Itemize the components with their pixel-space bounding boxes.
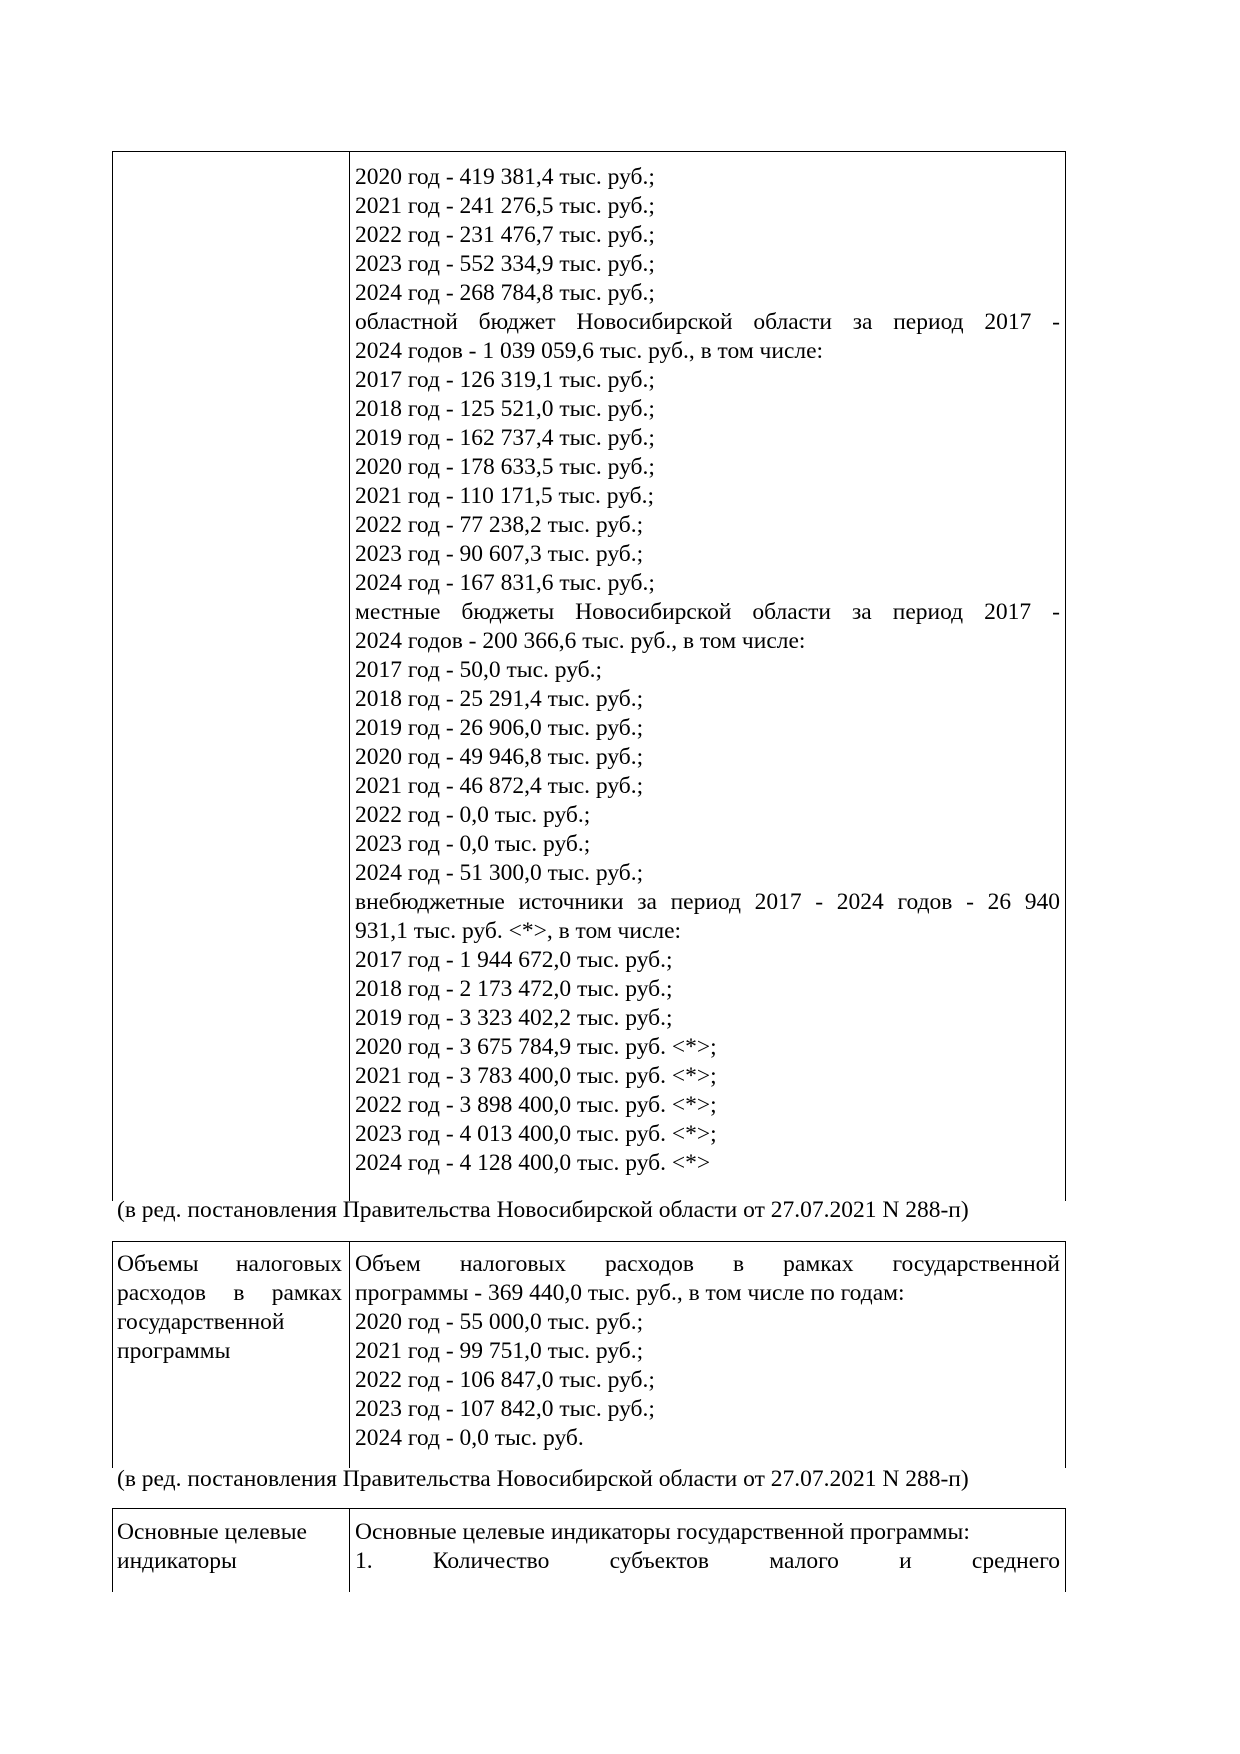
budget-line: 2018 год - 25 291,4 тыс. руб.; [355, 686, 644, 712]
budget-line: 2021 год - 46 872,4 тыс. руб.; [355, 773, 644, 799]
budget-line: 2022 год - 3 898 400,0 тыс. руб. <*>; [355, 1092, 717, 1118]
tax-expenses-total: программы - 369 440,0 тыс. руб., в том числе по годам: [355, 1280, 905, 1306]
indicator-item: 1. Количество субъектов малого и среднего [355, 1548, 1060, 1574]
tax-expenses-label-line: программы [117, 1338, 231, 1364]
block2-right-border [1065, 1241, 1066, 1468]
block3-divider [349, 1508, 350, 1592]
budget-line: 2017 год - 50,0 тыс. руб.; [355, 657, 603, 683]
budget-line: 2020 год - 49 946,8 тыс. руб.; [355, 744, 644, 770]
block2-divider [349, 1241, 350, 1468]
budget-line: 2017 год - 1 944 672,0 тыс. руб.; [355, 947, 673, 973]
tax-expenses-year: 2021 год - 99 751,0 тыс. руб.; [355, 1338, 644, 1364]
budget-line: 2020 год - 419 381,4 тыс. руб.; [355, 164, 655, 190]
tax-expenses-label-line: расходов в рамках [117, 1280, 342, 1306]
block2-left-border [112, 1241, 113, 1468]
tax-expenses-year: 2020 год - 55 000,0 тыс. руб.; [355, 1309, 644, 1335]
budget-line: 2021 год - 241 276,5 тыс. руб.; [355, 193, 655, 219]
budget-line: 2024 год - 167 831,6 тыс. руб.; [355, 570, 655, 596]
block1-divider [349, 151, 350, 1201]
block3-top-border [112, 1508, 1066, 1509]
block3-left-border [112, 1508, 113, 1592]
local-budget-total: 2024 годов - 200 366,6 тыс. руб., в том числе: [355, 628, 806, 654]
regional-budget-total: 2024 годов - 1 039 059,6 тыс. руб., в том числе: [355, 338, 824, 364]
budget-line: 2023 год - 0,0 тыс. руб.; [355, 831, 591, 857]
budget-line: 2023 год - 4 013 400,0 тыс. руб. <*>; [355, 1121, 717, 1147]
tax-expenses-year: 2024 год - 0,0 тыс. руб. [355, 1425, 584, 1451]
amendment-note: (в ред. постановления Правительства Новосибирской области от 27.07.2021 N 288-п) [117, 1197, 969, 1223]
budget-line: 2021 год - 3 783 400,0 тыс. руб. <*>; [355, 1063, 717, 1089]
budget-line: 2018 год - 125 521,0 тыс. руб.; [355, 396, 655, 422]
indicators-label-line: индикаторы [117, 1548, 237, 1574]
block3-right-border [1065, 1508, 1066, 1592]
budget-line: 2020 год - 178 633,5 тыс. руб.; [355, 454, 655, 480]
budget-line: 2017 год - 126 319,1 тыс. руб.; [355, 367, 655, 393]
tax-expenses-year: 2023 год - 107 842,0 тыс. руб.; [355, 1396, 655, 1422]
indicators-heading: Основные целевые индикаторы государственной программы: [355, 1519, 970, 1545]
budget-line: 2021 год - 110 171,5 тыс. руб.; [355, 483, 655, 509]
extrabudgetary-total: 931,1 тыс. руб. <*>, в том числе: [355, 918, 682, 944]
block2-top-border [112, 1241, 1066, 1242]
tax-expenses-year: 2022 год - 106 847,0 тыс. руб.; [355, 1367, 655, 1393]
table-top-border [112, 151, 1066, 152]
budget-line: 2024 год - 4 128 400,0 тыс. руб. <*> [355, 1150, 711, 1176]
budget-line: 2019 год - 3 323 402,2 тыс. руб.; [355, 1005, 673, 1031]
local-budget-heading: местные бюджеты Новосибирской области за период 2017 - [355, 599, 1060, 625]
budget-line: 2023 год - 90 607,3 тыс. руб.; [355, 541, 644, 567]
budget-line: 2023 год - 552 334,9 тыс. руб.; [355, 251, 655, 277]
block1-left-border [112, 151, 113, 1201]
extrabudgetary-heading: внебюджетные источники за период 2017 - 2024 годов - 26 940 [355, 889, 1060, 915]
budget-line: 2019 год - 26 906,0 тыс. руб.; [355, 715, 644, 741]
budget-line: 2022 год - 231 476,7 тыс. руб.; [355, 222, 655, 248]
indicators-label-line: Основные целевые [117, 1519, 307, 1545]
budget-line: 2022 год - 77 238,2 тыс. руб.; [355, 512, 644, 538]
regional-budget-heading: областной бюджет Новосибирской области за период 2017 - [355, 309, 1060, 335]
budget-line: 2018 год - 2 173 472,0 тыс. руб.; [355, 976, 673, 1002]
budget-line: 2019 год - 162 737,4 тыс. руб.; [355, 425, 655, 451]
tax-expenses-label-line: государственной [117, 1309, 285, 1335]
budget-line: 2024 год - 51 300,0 тыс. руб.; [355, 860, 644, 886]
budget-line: 2020 год - 3 675 784,9 тыс. руб. <*>; [355, 1034, 717, 1060]
tax-expenses-label-line: Объемы налоговых [117, 1251, 342, 1277]
block1-right-border [1065, 151, 1066, 1201]
budget-line: 2022 год - 0,0 тыс. руб.; [355, 802, 591, 828]
budget-line: 2024 год - 268 784,8 тыс. руб.; [355, 280, 655, 306]
amendment-note: (в ред. постановления Правительства Новосибирской области от 27.07.2021 N 288-п) [117, 1466, 969, 1492]
tax-expenses-text: Объем налоговых расходов в рамках государственной [355, 1251, 1060, 1277]
